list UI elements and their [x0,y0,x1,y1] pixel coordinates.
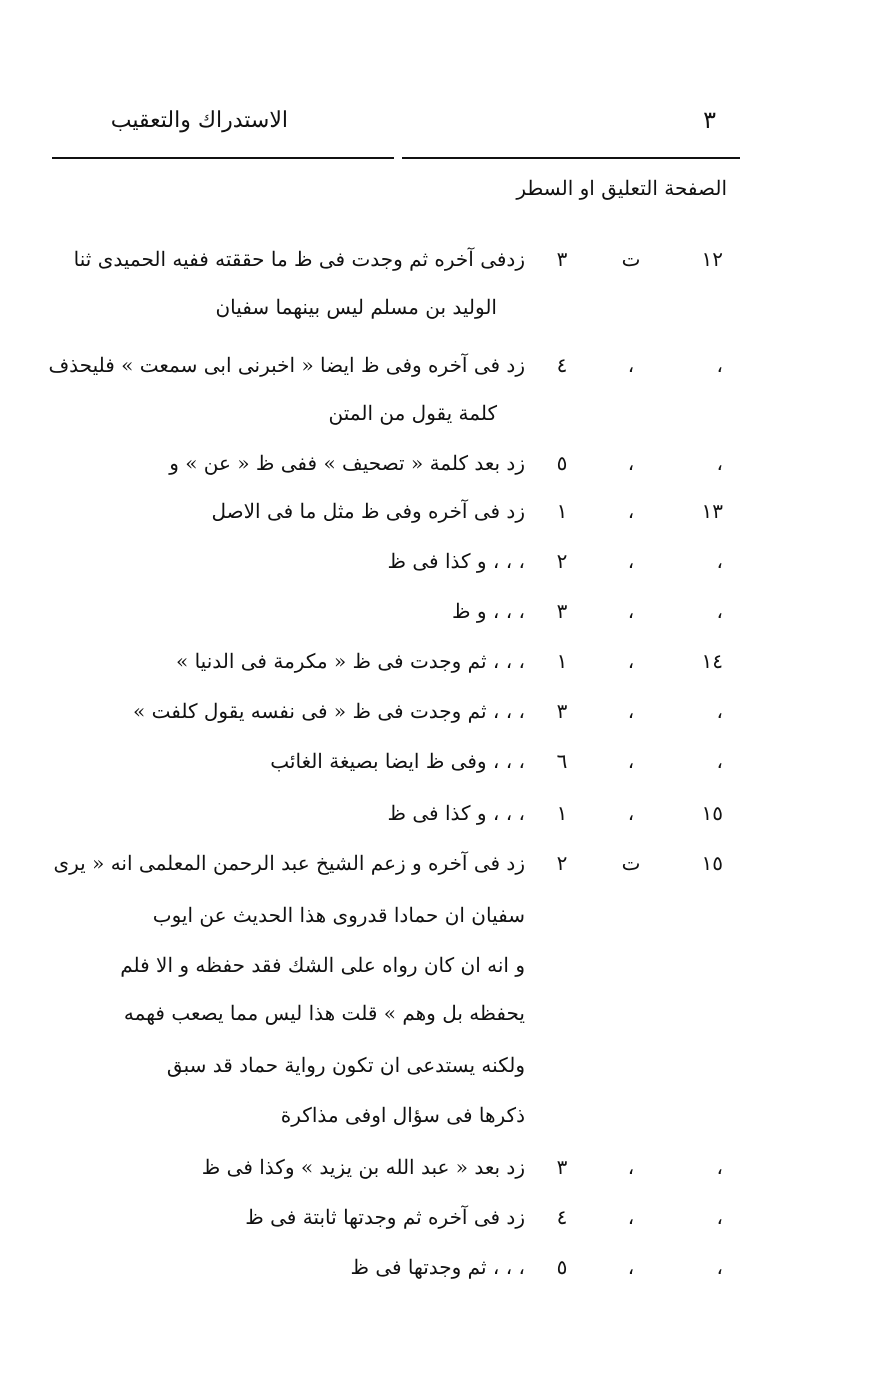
row-text: ، ، ، و كذا فى ظ [387,549,525,573]
row-text-continuation: الوليد بن مسلم ليس بينهما سفيان [215,295,497,319]
row-text: ، ، ، ثم وجدتها فى ظ [350,1255,525,1279]
row-text: زد فى آخره ثم وجدتها ثابتة فى ظ [245,1205,525,1229]
row-text-continuation: ذكرها فى سؤال اوفى مذاكرة [280,1103,525,1127]
row-note-marker: ، [627,1255,635,1279]
row-text: زد فى آخره وفى ظ ايضا « اخبرنى ابى سمعت » فليحذف [48,353,525,377]
header-rule-right [402,157,740,159]
row-line-number: ٣ [556,699,568,723]
row-text: زد فى آخره و زعم الشيخ عبد الرحمن المعلمى انه « يرى [53,851,525,875]
row-line-number: ٢ [556,549,568,573]
row-page: ١٢ [701,247,723,271]
row-note-marker: ت [621,247,641,271]
row-text-continuation: و انه ان كان رواه على الشك فقد حفظه و الا فلم [120,953,525,977]
row-page: ، [716,353,723,377]
row-line-number: ٤ [556,1205,568,1229]
row-text: زد بعد كلمة « تصحيف » ففى ظ « عن » و [169,451,525,475]
row-text: ، ، ، و ظ [452,599,525,623]
row-line-number: ١ [556,649,568,673]
row-note-marker: ، [627,749,635,773]
row-text: زد فى آخره وفى ظ مثل ما فى الاصل [211,499,525,523]
row-page: ، [716,749,723,773]
row-text: زد بعد « عبد الله بن يزيد » وكذا فى ظ [201,1155,525,1179]
row-line-number: ١ [556,499,568,523]
row-note-marker: ، [627,353,635,377]
row-text-continuation: كلمة يقول من المتن [328,401,497,425]
row-note-marker: ، [627,1155,635,1179]
row-text: ، ، ، ثم وجدت فى ظ « فى نفسه يقول كلفت » [132,699,525,723]
row-text-continuation: يحفظه بل وهم » قلت هذا ليس مما يصعب فهمه [123,1001,525,1025]
row-page: ، [716,1155,723,1179]
row-page: ، [716,1255,723,1279]
row-note-marker: ، [627,1205,635,1229]
row-text: ، ، ، و كذا فى ظ [387,801,525,825]
header-rule-left [52,157,394,159]
row-note-marker: ، [627,451,635,475]
row-line-number: ٥ [556,1255,568,1279]
row-line-number: ٤ [556,353,568,377]
row-line-number: ٦ [556,749,568,773]
row-page: ١٥ [701,851,723,875]
row-line-number: ٥ [556,451,568,475]
row-line-number: ٣ [556,247,568,271]
columns-heading: الصفحة التعليق او السطر [516,176,727,200]
row-text-continuation: سفيان ان حمادا قدروى هذا الحديث عن ايوب [152,903,525,927]
row-text-continuation: ولكنه يستدعى ان تكون رواية حماد قد سبق [166,1053,525,1077]
row-page: ١٣ [701,499,723,523]
row-page: ، [716,599,723,623]
running-title: الاستدراك والتعقيب [110,108,288,133]
row-page: ١٤ [701,649,723,673]
row-text: ، ، ، ثم وجدت فى ظ « مكرمة فى الدنيا » [175,649,525,673]
row-page: ، [716,699,723,723]
row-line-number: ٣ [556,1155,568,1179]
row-text: زدفى آخره ثم وجدت فى ظ ما حققته ففيه الحميدى ثنا [73,247,525,271]
row-note-marker: ، [627,499,635,523]
row-note-marker: ، [627,599,635,623]
row-page: ، [716,451,723,475]
row-note-marker: ت [621,851,641,875]
row-note-marker: ، [627,649,635,673]
page-number: ٣ [703,106,716,134]
row-line-number: ٣ [556,599,568,623]
row-note-marker: ، [627,801,635,825]
row-line-number: ١ [556,801,568,825]
row-page: ١٥ [701,801,723,825]
row-page: ، [716,549,723,573]
row-line-number: ٢ [556,851,568,875]
row-note-marker: ، [627,549,635,573]
row-page: ، [716,1205,723,1229]
row-text: ، ، ، وفى ظ ايضا بصيغة الغائب [270,749,525,773]
row-note-marker: ، [627,699,635,723]
